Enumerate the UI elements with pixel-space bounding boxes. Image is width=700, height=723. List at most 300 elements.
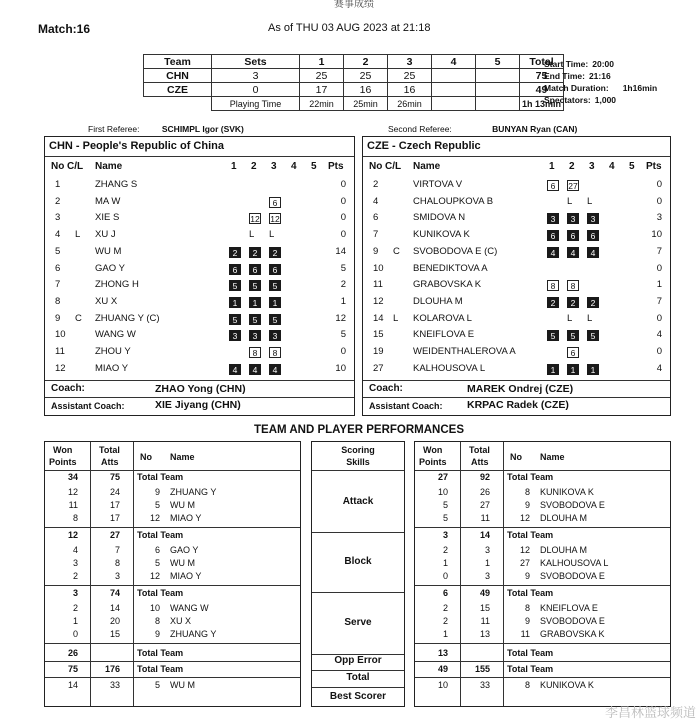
perf-atts: 24 bbox=[109, 487, 120, 497]
match-info-value: 21:16 bbox=[588, 71, 611, 81]
player-row bbox=[363, 261, 670, 278]
player-number: 11 bbox=[373, 279, 383, 291]
set-position-box: 3 bbox=[229, 330, 241, 341]
player-role: L bbox=[75, 229, 81, 241]
set-position-box: 4 bbox=[547, 247, 559, 258]
perf-no: 5 bbox=[154, 680, 160, 690]
perf-row bbox=[415, 558, 670, 570]
player-row bbox=[45, 361, 354, 378]
player-points: 1 bbox=[656, 279, 662, 291]
perf-row bbox=[45, 603, 300, 615]
sets-header-cell: Total bbox=[520, 55, 564, 69]
perf-name: Total Team bbox=[507, 648, 554, 658]
sets-cell: 3 bbox=[212, 69, 300, 83]
player-points: 4 bbox=[656, 329, 662, 341]
perf-won: 26 bbox=[67, 648, 78, 658]
perf-name: DLOUHA M bbox=[540, 545, 588, 555]
perf-name: WU M bbox=[170, 558, 195, 568]
skills-header: Skills bbox=[346, 457, 370, 467]
playing-time-cell: 1h 13min bbox=[520, 97, 564, 111]
player-points: 0 bbox=[340, 195, 346, 207]
team-col-header: Name bbox=[95, 161, 123, 172]
player-number: 5 bbox=[55, 245, 61, 257]
set-position-box: 8 bbox=[547, 280, 559, 291]
perf-row bbox=[415, 616, 670, 628]
perf-atts: 11 bbox=[480, 513, 490, 523]
set-position-box: 8 bbox=[249, 347, 261, 358]
team-col-header: C/L bbox=[385, 161, 402, 172]
perf-row bbox=[45, 680, 300, 692]
perf-row bbox=[415, 530, 670, 542]
player-row bbox=[363, 344, 670, 361]
perf-col-header: Points bbox=[419, 457, 447, 467]
assistant-coach-name: XIE Jiyang (CHN) bbox=[155, 399, 241, 411]
perf-atts: 33 bbox=[109, 680, 120, 690]
perf-atts: 13 bbox=[479, 629, 490, 639]
perf-no: 5 bbox=[154, 500, 160, 510]
perf-won: 4 bbox=[72, 545, 78, 555]
second-referee-name: BUNYAN Ryan (CAN) bbox=[492, 124, 578, 134]
perf-name: ZHUANG Y bbox=[170, 487, 217, 497]
player-points: 1 bbox=[340, 295, 346, 307]
match-info-label: Spectators: bbox=[544, 95, 591, 105]
perf-won: 3 bbox=[72, 588, 78, 598]
first-referee-label: First Referee: bbox=[88, 124, 140, 134]
player-points: 12 bbox=[335, 312, 346, 324]
perf-won: 1 bbox=[442, 558, 448, 568]
set-position-box: 1 bbox=[249, 297, 261, 308]
perf-name: Total Team bbox=[137, 648, 184, 658]
perf-row bbox=[415, 513, 670, 525]
set-position-box: 8 bbox=[269, 347, 281, 358]
set-position-box: 2 bbox=[587, 297, 599, 308]
player-row bbox=[45, 311, 354, 328]
match-info-value: 20:00 bbox=[592, 59, 614, 69]
set-libero-mark: L bbox=[587, 195, 593, 207]
perf-row bbox=[415, 487, 670, 499]
sets-cell bbox=[476, 69, 520, 83]
skill-name: Best Scorer bbox=[329, 691, 387, 702]
set-position-box: 5 bbox=[269, 314, 281, 325]
player-role: C bbox=[75, 312, 82, 324]
team-col-headers bbox=[45, 161, 354, 174]
set-libero-mark: L bbox=[249, 229, 255, 241]
perf-no: 12 bbox=[519, 545, 530, 555]
sets-row bbox=[144, 69, 564, 83]
assistant-coach-name: KRPAC Radek (CZE) bbox=[467, 399, 569, 411]
team-title: CHN - People's Republic of China bbox=[49, 140, 224, 152]
perf-col-header: Total bbox=[99, 445, 120, 455]
perf-won: 2 bbox=[442, 616, 448, 626]
team-col-header: Name bbox=[413, 161, 441, 172]
perf-no: 27 bbox=[519, 558, 530, 568]
perf-row bbox=[415, 472, 670, 484]
player-points: 0 bbox=[656, 312, 662, 324]
player-name: GAO Y bbox=[95, 262, 125, 274]
coach-label: Coach: bbox=[51, 383, 85, 394]
perf-row bbox=[415, 629, 670, 641]
set-position-box: 4 bbox=[269, 364, 281, 375]
perf-atts: 15 bbox=[479, 603, 490, 613]
perf-no: 8 bbox=[524, 603, 530, 613]
match-info-label: Start Time: bbox=[544, 59, 589, 69]
player-row bbox=[45, 277, 354, 294]
set-position-box: 12 bbox=[250, 214, 260, 225]
set-position-box: 1 bbox=[567, 364, 579, 375]
player-row bbox=[45, 327, 354, 344]
team-col-header: 5 bbox=[629, 161, 635, 172]
perf-atts: 155 bbox=[474, 664, 490, 674]
perf-row bbox=[415, 545, 670, 557]
perf-col-header: Atts bbox=[471, 457, 489, 467]
set-libero-mark: L bbox=[567, 195, 573, 207]
set-position-box: 1 bbox=[269, 297, 281, 308]
perf-col-header: No bbox=[140, 452, 152, 462]
set-position-box: 5 bbox=[269, 280, 281, 291]
sets-cell: CZE bbox=[144, 83, 212, 97]
sets-cell: 75 bbox=[520, 69, 564, 83]
set-position-box: 4 bbox=[229, 364, 241, 375]
perf-row bbox=[45, 664, 300, 676]
player-name: KUNIKOVA K bbox=[413, 229, 470, 241]
as-of-timestamp: As of THU 03 AUG 2023 at 21:18 bbox=[268, 22, 431, 34]
perf-name: MIAO Y bbox=[170, 513, 202, 523]
perf-atts: 3 bbox=[114, 571, 120, 581]
perf-no: 12 bbox=[519, 513, 530, 523]
set-position-box: 5 bbox=[587, 330, 599, 341]
set-position-box: 6 bbox=[547, 180, 559, 191]
player-name: DLOUHA M bbox=[413, 295, 463, 307]
player-row bbox=[363, 227, 670, 244]
perf-won: 13 bbox=[437, 648, 448, 658]
perf-name: Total Team bbox=[137, 588, 184, 598]
player-name: ZHONG H bbox=[95, 279, 139, 291]
player-number: 7 bbox=[55, 279, 61, 291]
perf-atts: 11 bbox=[480, 616, 490, 626]
skill-name: Block bbox=[344, 556, 372, 567]
set-position-box: 4 bbox=[249, 364, 261, 375]
set-position-box: 3 bbox=[587, 213, 599, 224]
player-number: 8 bbox=[55, 295, 61, 307]
perf-col-header: Atts bbox=[101, 457, 119, 467]
team-col-header: No bbox=[51, 161, 65, 172]
sets-cell: 25 bbox=[300, 69, 344, 83]
skills-header: Scoring bbox=[341, 445, 375, 455]
team-box-cze bbox=[362, 136, 671, 416]
perf-name: DLOUHA M bbox=[540, 513, 588, 523]
team-col-headers bbox=[363, 161, 670, 174]
set-position-box: 4 bbox=[587, 247, 599, 258]
perf-no: 9 bbox=[524, 500, 530, 510]
perf-row bbox=[45, 487, 300, 499]
coach-name: ZHAO Yong (CHN) bbox=[155, 383, 246, 395]
player-points: 0 bbox=[656, 195, 662, 207]
team-col-header: 1 bbox=[549, 161, 555, 172]
sets-cell: 16 bbox=[388, 83, 432, 97]
team-title: CZE - Czech Republic bbox=[367, 140, 481, 152]
team-col-header: Pts bbox=[328, 161, 344, 172]
player-row bbox=[363, 244, 670, 261]
sets-cell bbox=[432, 69, 476, 83]
perf-won: 6 bbox=[442, 588, 448, 598]
sets-cell: 49 bbox=[520, 83, 564, 97]
set-position-box: 3 bbox=[269, 330, 281, 341]
playing-time-row bbox=[144, 97, 564, 111]
perf-no: 10 bbox=[149, 603, 160, 613]
perf-col-headers bbox=[415, 443, 670, 471]
match-number: Match:16 bbox=[38, 22, 91, 36]
perf-col-headers bbox=[45, 443, 300, 471]
perf-atts: 1 bbox=[484, 558, 490, 568]
coach-label: Coach: bbox=[369, 383, 403, 394]
perf-name: Total Team bbox=[507, 664, 554, 674]
player-row bbox=[45, 344, 354, 361]
assistant-coach-label: Assistant Coach: bbox=[51, 401, 125, 411]
perf-no: 8 bbox=[524, 680, 530, 690]
perf-atts: 14 bbox=[109, 603, 120, 613]
player-row bbox=[363, 277, 670, 294]
player-number: 9 bbox=[373, 245, 379, 257]
perf-won: 0 bbox=[442, 571, 448, 581]
team-col-header: 2 bbox=[251, 161, 257, 172]
sets-cell: 25 bbox=[344, 69, 388, 83]
performance-title: TEAM AND PLAYER PERFORMANCES bbox=[254, 424, 464, 436]
player-row bbox=[363, 327, 670, 344]
sets-cell bbox=[476, 83, 520, 97]
match-info-row bbox=[544, 94, 694, 106]
perf-atts: 8 bbox=[114, 558, 120, 568]
set-position-box: 2 bbox=[229, 247, 241, 258]
second-referee-label: Second Referee: bbox=[388, 124, 452, 134]
top-title: 赛事成绩 bbox=[334, 0, 374, 10]
set-position-box: 5 bbox=[567, 330, 579, 341]
set-position-box: 6 bbox=[587, 230, 599, 241]
match-info-label: End Time: bbox=[544, 71, 585, 81]
player-number: 6 bbox=[373, 212, 379, 224]
set-position-box: 6 bbox=[229, 264, 241, 275]
set-position-box: 27 bbox=[568, 181, 578, 191]
team-col-header: 1 bbox=[231, 161, 237, 172]
perf-won: 11 bbox=[68, 500, 78, 510]
player-number: 9 bbox=[55, 312, 61, 324]
perf-no: 5 bbox=[154, 558, 160, 568]
set-libero-mark: L bbox=[269, 229, 275, 241]
perf-atts: 27 bbox=[479, 500, 490, 510]
perf-won: 8 bbox=[72, 513, 78, 523]
playing-time-cell: 25min bbox=[344, 97, 388, 111]
perf-name: Total Team bbox=[137, 530, 184, 540]
team-col-header: No bbox=[369, 161, 383, 172]
set-position-box: 5 bbox=[249, 280, 261, 291]
player-number: 2 bbox=[55, 195, 61, 207]
sets-cell: 25 bbox=[388, 69, 432, 83]
perf-no: 8 bbox=[154, 616, 160, 626]
player-number: 3 bbox=[55, 212, 61, 224]
sets-header-cell: Team bbox=[144, 55, 212, 69]
perf-row bbox=[45, 530, 300, 542]
player-row bbox=[363, 210, 670, 227]
perf-won: 0 bbox=[72, 629, 78, 639]
sets-header-cell: 3 bbox=[388, 55, 432, 69]
player-name: WANG W bbox=[95, 329, 136, 341]
set-position-box: 2 bbox=[547, 297, 559, 308]
player-name: ZHUANG Y (C) bbox=[95, 312, 160, 324]
player-name: BENEDIKTOVA A bbox=[413, 262, 488, 274]
sets-cell: 17 bbox=[300, 83, 344, 97]
player-number: 12 bbox=[55, 362, 66, 374]
perf-won: 3 bbox=[442, 530, 448, 540]
player-name: KNEIFLOVA E bbox=[413, 329, 475, 341]
team-col-header: 3 bbox=[589, 161, 595, 172]
playing-time-cell: 22min bbox=[300, 97, 344, 111]
set-libero-mark: L bbox=[567, 312, 573, 324]
player-points: 14 bbox=[335, 245, 346, 257]
perf-name: KNEIFLOVA E bbox=[540, 603, 598, 613]
perf-atts: 3 bbox=[484, 545, 490, 555]
player-name: XU X bbox=[95, 295, 118, 307]
perf-no: 12 bbox=[149, 571, 160, 581]
perf-won: 12 bbox=[67, 530, 78, 540]
skill-name: Total bbox=[346, 672, 370, 683]
player-number: 1 bbox=[55, 179, 61, 190]
match-info-row bbox=[544, 70, 694, 82]
player-points: 0 bbox=[656, 179, 662, 190]
sets-header-cell: 4 bbox=[432, 55, 476, 69]
perf-name: SVOBODOVA E bbox=[540, 500, 605, 510]
perf-name: KUNIKOVA K bbox=[540, 487, 594, 497]
sets-cell: 0 bbox=[212, 83, 300, 97]
perf-won: 5 bbox=[442, 500, 448, 510]
perf-no: 9 bbox=[154, 487, 160, 497]
player-row bbox=[45, 177, 354, 194]
perf-name: XU X bbox=[170, 616, 192, 626]
perf-row bbox=[415, 648, 670, 660]
set-libero-mark: L bbox=[587, 312, 593, 324]
perf-name: Total Team bbox=[507, 472, 554, 482]
perf-atts: 17 bbox=[109, 500, 120, 510]
perf-atts: 92 bbox=[479, 472, 490, 482]
perf-row bbox=[45, 558, 300, 570]
perf-no: 11 bbox=[520, 629, 530, 639]
team-col-header: C/L bbox=[67, 161, 84, 172]
playing-time-label: Playing Time bbox=[212, 97, 300, 111]
assistant-coach-label: Assistant Coach: bbox=[369, 401, 443, 411]
perf-won: 2 bbox=[72, 603, 78, 613]
set-position-box: 4 bbox=[567, 247, 579, 258]
set-position-box: 5 bbox=[249, 314, 261, 325]
player-number: 12 bbox=[373, 295, 384, 307]
perf-atts: 176 bbox=[104, 664, 120, 674]
player-number: 2 bbox=[373, 179, 379, 190]
player-number: 14 bbox=[373, 312, 384, 324]
perf-won: 10 bbox=[437, 487, 448, 497]
perf-won: 1 bbox=[442, 629, 448, 639]
player-name: WU M bbox=[95, 245, 122, 257]
set-position-box: 3 bbox=[249, 330, 261, 341]
perf-no: 8 bbox=[524, 487, 530, 497]
perf-atts: 33 bbox=[479, 680, 490, 690]
perf-name: Total Team bbox=[137, 664, 184, 674]
player-points: 3 bbox=[656, 212, 662, 224]
set-position-box: 6 bbox=[269, 197, 281, 208]
perf-won: 34 bbox=[67, 472, 78, 482]
perf-right-box bbox=[414, 441, 671, 707]
perf-atts: 75 bbox=[109, 472, 120, 482]
player-row bbox=[363, 294, 670, 311]
set-position-box: 8 bbox=[567, 280, 579, 291]
skill-name: Opp Error bbox=[334, 655, 382, 666]
player-name: VIRTOVA V bbox=[413, 179, 463, 190]
team-col-header: 5 bbox=[311, 161, 317, 172]
player-points: 4 bbox=[656, 362, 662, 374]
perf-atts: 7 bbox=[114, 545, 120, 555]
perf-name: GAO Y bbox=[170, 545, 199, 555]
team-col-header: 4 bbox=[609, 161, 615, 172]
perf-atts: 14 bbox=[479, 530, 490, 540]
perf-won: 75 bbox=[67, 664, 78, 674]
player-points: 0 bbox=[656, 346, 662, 357]
set-position-box: 1 bbox=[547, 364, 559, 375]
player-name: WEIDENTHALEROVA A bbox=[413, 346, 516, 357]
set-position-box: 2 bbox=[567, 297, 579, 308]
player-points: 5 bbox=[340, 262, 346, 274]
sets-table bbox=[143, 54, 564, 111]
skill-name: Serve bbox=[344, 617, 372, 628]
perf-atts: 74 bbox=[109, 588, 120, 598]
perf-name: Total Team bbox=[507, 588, 554, 598]
sets-header-cell: 5 bbox=[476, 55, 520, 69]
player-row bbox=[45, 244, 354, 261]
set-position-box: 3 bbox=[547, 213, 559, 224]
perf-no: 6 bbox=[154, 545, 160, 555]
perf-row bbox=[415, 664, 670, 676]
player-row bbox=[363, 194, 670, 211]
set-position-box: 5 bbox=[229, 280, 241, 291]
perf-won: 2 bbox=[442, 545, 448, 555]
team-col-header: 4 bbox=[291, 161, 297, 172]
set-position-box: 1 bbox=[587, 364, 599, 375]
perf-atts: 27 bbox=[109, 530, 120, 540]
set-position-box: 2 bbox=[249, 247, 261, 258]
perf-col-header: Name bbox=[170, 452, 195, 462]
perf-atts: 20 bbox=[109, 616, 120, 626]
playing-time-cell bbox=[476, 97, 520, 111]
player-role: C bbox=[393, 245, 400, 257]
second-referee bbox=[388, 124, 577, 134]
perf-col-header: Won bbox=[53, 445, 73, 455]
perf-row bbox=[415, 500, 670, 512]
perf-name: WU M bbox=[170, 680, 195, 690]
perf-atts: 3 bbox=[484, 571, 490, 581]
perf-name: SVOBODOVA E bbox=[540, 571, 605, 581]
perf-col-header: No bbox=[510, 452, 522, 462]
set-position-box: 6 bbox=[567, 347, 579, 358]
perf-won: 27 bbox=[437, 472, 448, 482]
player-number: 19 bbox=[373, 346, 384, 357]
set-position-box: 5 bbox=[547, 330, 559, 341]
perf-no: 9 bbox=[154, 629, 160, 639]
first-referee-name: SCHIMPL Igor (SVK) bbox=[161, 124, 244, 134]
match-info-row bbox=[544, 58, 694, 70]
perf-name: ZHUANG Y bbox=[170, 629, 217, 639]
player-points: 10 bbox=[335, 362, 346, 374]
perf-atts: 15 bbox=[109, 629, 120, 639]
perf-atts: 26 bbox=[479, 487, 490, 497]
sets-cell: 16 bbox=[344, 83, 388, 97]
playing-time-cell bbox=[432, 97, 476, 111]
first-referee bbox=[88, 124, 244, 134]
watermark: 李昌林篮球频道 bbox=[604, 705, 696, 720]
